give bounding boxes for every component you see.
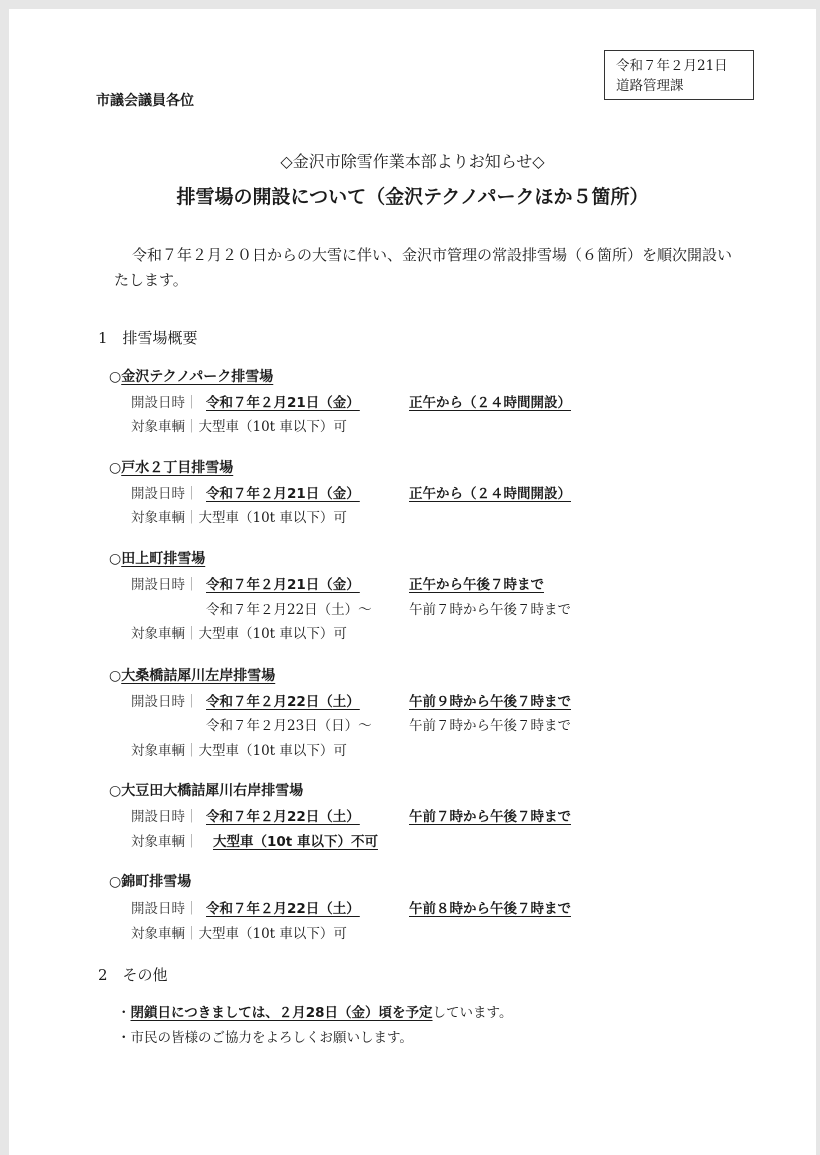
site-1-vehicle-row: 対象車輌｜大型車（10t 車以下）可 — [131, 419, 347, 435]
site-1-open-row: 開設日時｜ — [131, 395, 199, 411]
vehicle-value: 大型車（10t 車以下）可 — [198, 626, 347, 642]
site-3-heading — [109, 548, 205, 568]
site-name: 錦町排雪場 — [121, 874, 192, 890]
site-4-open-row: 開設日時｜ — [131, 694, 199, 710]
site-2-vehicle-row: 対象車輌｜大型車（10t 車以下）可 — [131, 510, 347, 526]
vehicle-value: 大型車（10t 車以下）可 — [198, 510, 347, 526]
site-4-open-date: 令和７年２月22日（土） — [206, 694, 360, 710]
site-2-open-row: 開設日時｜ — [131, 486, 199, 502]
vehicle-label: 対象車輌 — [131, 510, 185, 526]
notice-subtitle: ◇金沢市除雪作業本部よりお知らせ◇ — [280, 152, 545, 171]
site-5-open-time: 午前７時から午後７時まで — [409, 809, 571, 825]
vehicle-value: 大型車（10t 車以下）可 — [198, 419, 347, 435]
vehicle-label: 対象車輌 — [131, 419, 185, 435]
site-5-open-date: 令和７年２月22日（土） — [206, 809, 360, 825]
vehicle-label: 対象車輌 — [131, 926, 185, 942]
open-label: 開設日時 — [131, 486, 185, 502]
issue-date: 令和７年２月21日 — [616, 58, 728, 74]
site-4-heading — [109, 665, 275, 685]
vehicle-value: 大型車（10t 車以下）可 — [198, 926, 347, 942]
site-2-open-date: 令和７年２月21日（金） — [206, 486, 360, 502]
site-3-extra-date: 令和７年２月22日（土）～ — [206, 602, 372, 618]
site-4-extra-time: 午前７時から午後７時まで — [409, 718, 571, 734]
date-box — [604, 50, 754, 100]
open-label: 開設日時 — [131, 577, 185, 593]
site-4-open-time: 午前９時から午後７時まで — [409, 694, 571, 710]
site-mark: ○ — [109, 874, 122, 890]
site-name: 大豆田大橋詰犀川右岸排雪場 — [121, 783, 304, 799]
site-mark: ○ — [109, 551, 122, 567]
open-label: 開設日時 — [131, 809, 185, 825]
site-mark: ○ — [109, 668, 122, 684]
site-3-open-date: 令和７年２月21日（金） — [206, 577, 360, 593]
cooperation-note: ・市民の皆様のご協力をよろしくお願いします。 — [117, 1030, 413, 1046]
vehicle-label: 対象車輌 — [131, 834, 185, 850]
site-mark: ○ — [109, 783, 122, 799]
site-name: 田上町排雪場 — [121, 551, 206, 567]
open-label: 開設日時 — [131, 901, 185, 917]
site-6-open-date: 令和７年２月22日（土） — [206, 901, 360, 917]
site-name: 大桑橋詰犀川左岸排雪場 — [121, 668, 276, 684]
site-4-vehicle-row: 対象車輌｜大型車（10t 車以下）可 — [131, 743, 347, 759]
closing-date-emphasis: 閉鎖日につきましては、２月28日（金）頃を予定 — [130, 1005, 433, 1021]
site-2-heading — [109, 457, 233, 477]
site-name: 戸水２丁目排雪場 — [121, 460, 234, 476]
site-6-open-time: 午前８時から午後７時まで — [409, 901, 571, 917]
site-3-vehicle-row: 対象車輌｜大型車（10t 車以下）可 — [131, 626, 347, 642]
site-3-open-row: 開設日時｜ — [131, 577, 199, 593]
site-3-open-time: 正午から午後７時まで — [409, 577, 544, 593]
closing-date-note — [117, 1001, 512, 1021]
section-1-heading: 1 排雪場概要 — [98, 329, 198, 347]
site-5-vehicle-row: 対象車輌｜ — [131, 834, 199, 850]
intro-paragraph: 令和７年２月２０日からの大雪に伴い、金沢市管理の常設排雪場（６箇所）を順次開設いたします。 — [114, 246, 733, 289]
document-page — [9, 9, 816, 1155]
vehicle-label: 対象車輌 — [131, 743, 185, 759]
issuing-department: 道路管理課 — [616, 78, 684, 94]
site-1-open-time: 正午から（２４時間開設） — [409, 395, 571, 411]
closing-date-rest: しています。 — [432, 1005, 513, 1021]
site-5-open-row: 開設日時｜ — [131, 809, 199, 825]
open-label: 開設日時 — [131, 395, 185, 411]
vehicle-label: 対象車輌 — [131, 626, 185, 642]
site-5-vehicle-value: 大型車（10t 車以下）不可 — [213, 834, 378, 850]
site-6-open-row: 開設日時｜ — [131, 901, 199, 917]
section-2-heading: 2 その他 — [98, 966, 168, 984]
open-label: 開設日時 — [131, 694, 185, 710]
site-6-vehicle-row: 対象車輌｜大型車（10t 車以下）可 — [131, 926, 347, 942]
site-4-extra-date: 令和７年２月23日（日）～ — [206, 718, 372, 734]
site-2-open-time: 正午から（２４時間開設） — [409, 486, 571, 502]
site-5-heading — [109, 780, 303, 800]
vehicle-value: 大型車（10t 車以下）可 — [198, 743, 347, 759]
site-6-heading — [109, 871, 191, 891]
site-name: 金沢テクノパーク排雪場 — [121, 369, 274, 385]
site-1-heading — [109, 366, 273, 386]
notice-title: 排雪場の開設について（金沢テクノパークほか５箇所） — [176, 186, 649, 208]
addressee: 市議会議員各位 — [96, 93, 194, 109]
site-mark: ○ — [109, 369, 122, 385]
site-1-open-date: 令和７年２月21日（金） — [206, 395, 360, 411]
site-mark: ○ — [109, 460, 122, 476]
site-3-extra-time: 午前７時から午後７時まで — [409, 602, 571, 618]
bullet: ・ — [117, 1005, 131, 1021]
